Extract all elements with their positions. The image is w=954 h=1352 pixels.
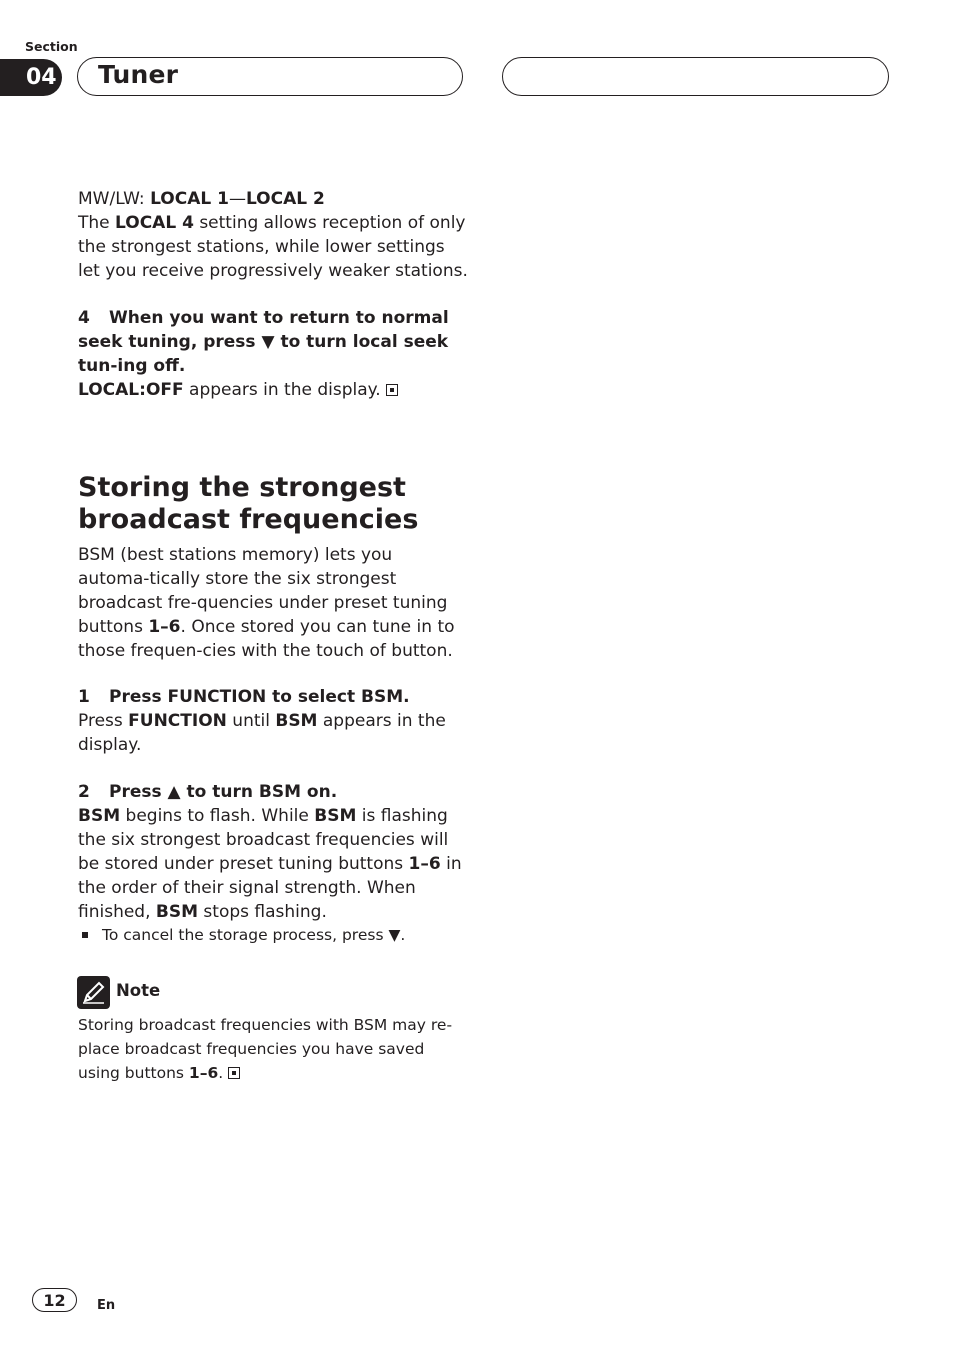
cancel-bullet: To cancel the storage process, press ▼. xyxy=(78,925,405,945)
section-number-badge: 04 xyxy=(0,59,62,96)
right-header-frame xyxy=(502,57,889,96)
end-mark-icon xyxy=(386,384,398,396)
step-2-title: 2 Press ▲ to turn BSM on. xyxy=(78,782,338,802)
end-mark-icon xyxy=(228,1067,240,1079)
note-text: Storing broadcast frequencies with BSM may re-place broadcast frequencies you have saved using buttons 1–6. xyxy=(78,1016,453,1082)
step-2-body: BSM begins to flash. While BSM is flashing the six strongest broadcast frequencies will be stored under preset tuning buttons 1–6 in the order of their signal strength. When finished, BSM stops flashing. xyxy=(78,806,462,922)
page-number: 12 xyxy=(32,1288,77,1312)
section-label: Section xyxy=(25,39,78,54)
local4-paragraph: The LOCAL 4 setting allows reception of only the strongest stations, while lower settings let you receive progressively weaker stations. xyxy=(78,213,468,281)
step-4 xyxy=(78,306,468,402)
page-title: Tuner xyxy=(98,60,179,89)
language-code: En xyxy=(97,1298,116,1313)
note-pencil-icon xyxy=(77,976,110,1009)
section-heading: Storing the strongest broadcast frequencies xyxy=(78,472,419,535)
step-1-body: Press FUNCTION until BSM appears in the display. xyxy=(78,711,446,755)
step-2 xyxy=(78,780,468,924)
step-1 xyxy=(78,685,468,757)
step-4-body: LOCAL:OFF appears in the display. xyxy=(78,378,468,402)
local-settings-text xyxy=(78,187,468,283)
mwlw-line: MW/LW: LOCAL 1—LOCAL 2 xyxy=(78,189,325,209)
step-1-title: 1 Press FUNCTION to select BSM. xyxy=(78,687,410,707)
note-label: Note xyxy=(116,981,161,1000)
bullet-icon xyxy=(82,932,88,938)
bsm-intro: BSM (best stations memory) lets you automa-tically store the six strongest broadcast fre-quencies under preset tuning buttons 1–6. Once stored you can tune in to those frequen-cies with the touch of button. xyxy=(78,545,455,661)
step-4-title: 4 When you want to return to normal seek tuning, press ▼ to turn local seek tun-ing off. xyxy=(78,308,449,376)
